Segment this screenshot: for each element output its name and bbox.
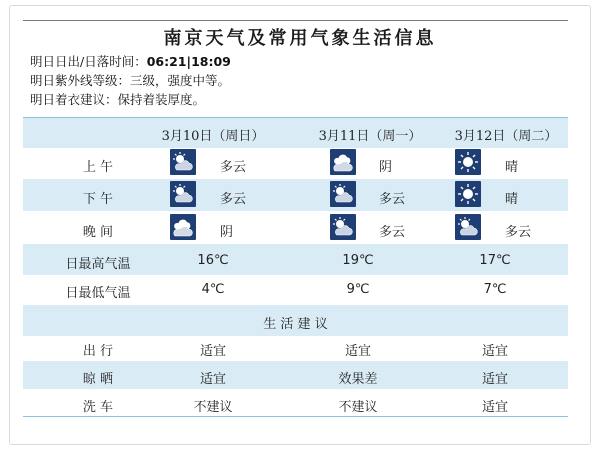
period-label-evening: 晚 间 [82, 225, 114, 240]
sunny-icon [455, 149, 481, 175]
uv-info: 明日紫外线等级：三级，强度中等。 [30, 73, 231, 88]
partly-cloudy-icon [170, 149, 196, 175]
overcast-icon [330, 149, 356, 175]
life-label-sun-dry: 晾 晒 [82, 372, 114, 387]
low-temp-day-1: 4℃ [201, 282, 225, 297]
life-advice-header: 生 活 建 议 [263, 317, 328, 332]
partly-cloudy-icon [455, 214, 481, 240]
travel-day-1: 适宜 [199, 344, 226, 359]
date-header-1: 3月10日（周日） [161, 129, 265, 144]
weather-condition-text: 阴 [379, 160, 393, 175]
period-label-afternoon: 下 午 [82, 192, 114, 207]
weather-condition-text: 晴 [505, 192, 519, 207]
high-temp-label: 日最高气温 [65, 257, 131, 272]
high-temp-day-1: 16℃ [197, 253, 229, 268]
sunny-icon [455, 181, 481, 207]
weather-condition-text: 晴 [505, 160, 519, 175]
travel-day-3: 适宜 [481, 344, 508, 359]
life-label-travel: 出 行 [82, 344, 114, 359]
sunrise-sunset-label: 明日日出/日落时间： [30, 54, 147, 69]
table-bottom-rule [23, 416, 568, 417]
travel-day-2: 适宜 [344, 344, 371, 359]
weather-condition-text: 多云 [379, 192, 406, 207]
life-label-car-wash: 洗 车 [82, 400, 114, 415]
sun-dry-day-3: 适宜 [481, 372, 508, 387]
car-wash-day-1: 不建议 [193, 400, 233, 415]
partly-cloudy-icon [170, 181, 196, 207]
weather-condition-text: 多云 [220, 192, 247, 207]
partly-cloudy-icon [330, 181, 356, 207]
high-temp-day-2: 19℃ [342, 253, 374, 268]
weather-condition-text: 多云 [505, 225, 532, 240]
weather-condition-text: 阴 [220, 225, 234, 240]
weather-condition-text: 多云 [379, 225, 406, 240]
overcast-icon [170, 214, 196, 240]
sun-dry-day-1: 适宜 [199, 372, 226, 387]
sunrise-sunset-info [30, 52, 231, 70]
sun-dry-day-2: 效果差 [338, 372, 378, 387]
low-temp-day-2: 9℃ [346, 282, 370, 297]
page-title: 南京天气及常用气象生活信息 [163, 28, 437, 49]
table-top-rule [23, 117, 568, 118]
low-temp-label: 日最低气温 [65, 286, 131, 301]
date-header-2: 3月11日（周一） [318, 129, 422, 144]
title-rule [23, 20, 568, 21]
low-temp-day-3: 7℃ [483, 282, 507, 297]
car-wash-day-2: 不建议 [338, 400, 378, 415]
partly-cloudy-icon [330, 214, 356, 240]
car-wash-day-3: 适宜 [481, 400, 508, 415]
dress-info: 明日着衣建议：保持着装厚度。 [30, 92, 206, 107]
date-header-3: 3月12日（周二） [454, 129, 558, 144]
period-label-morning: 上 午 [82, 160, 114, 175]
high-temp-day-3: 17℃ [479, 253, 511, 268]
sunrise-sunset-value: 06:21|18:09 [146, 54, 231, 69]
weather-condition-text: 多云 [220, 160, 247, 175]
